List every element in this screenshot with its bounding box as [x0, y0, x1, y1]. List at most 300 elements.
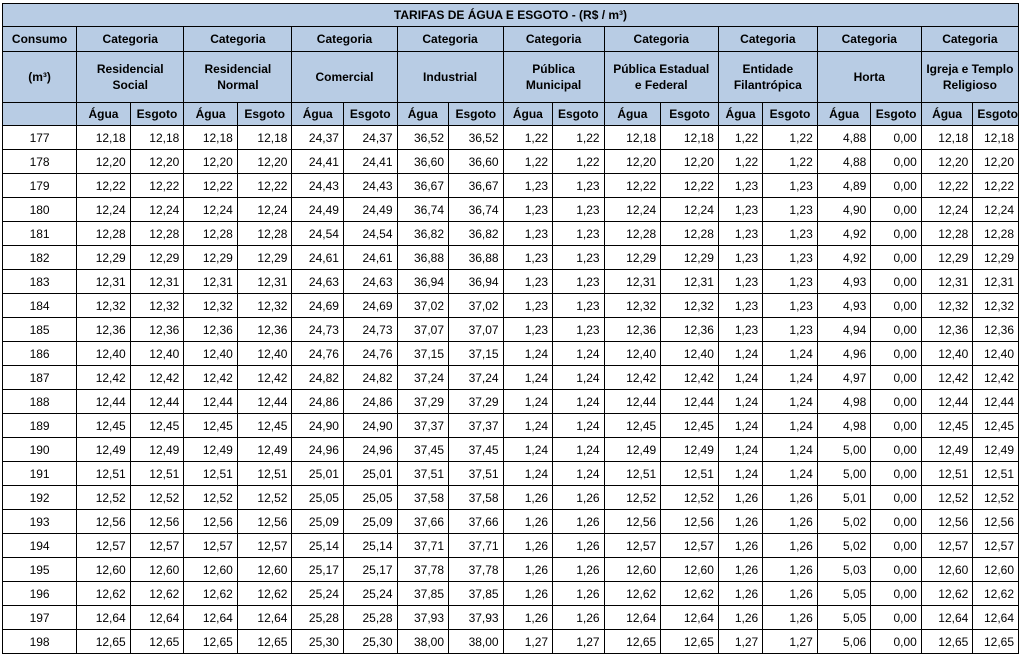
esgoto-cell: 36,60: [449, 150, 504, 174]
agua-cell: 12,56: [77, 510, 131, 534]
agua-cell: 4,98: [817, 414, 871, 438]
esgoto-cell: 12,32: [661, 294, 719, 318]
agua-cell: 12,24: [921, 198, 973, 222]
esgoto-cell: 12,29: [973, 246, 1019, 270]
agua-cell: 12,22: [184, 174, 238, 198]
agua-cell: 12,64: [921, 606, 973, 630]
agua-cell: 24,41: [292, 150, 344, 174]
esgoto-cell: 12,60: [237, 558, 292, 582]
agua-header: Água: [921, 103, 973, 126]
consumo-cell: 196: [3, 582, 77, 606]
esgoto-cell: 12,22: [130, 174, 184, 198]
esgoto-cell: 37,78: [449, 558, 504, 582]
esgoto-cell: 12,57: [661, 534, 719, 558]
agua-cell: 12,29: [604, 246, 661, 270]
consumo-cell: 181: [3, 222, 77, 246]
consumo-cell: 192: [3, 486, 77, 510]
agua-cell: 25,14: [292, 534, 344, 558]
agua-cell: 12,18: [184, 126, 238, 150]
category-label: Categoria: [921, 27, 1018, 52]
agua-cell: 1,27: [718, 630, 762, 654]
agua-cell: 1,26: [503, 582, 552, 606]
agua-cell: 12,57: [604, 534, 661, 558]
agua-cell: 12,51: [184, 462, 238, 486]
agua-cell: 4,97: [817, 366, 871, 390]
esgoto-cell: 1,26: [763, 558, 818, 582]
table-row: [3, 582, 1019, 606]
agua-cell: 36,60: [397, 150, 449, 174]
agua-cell: 12,42: [184, 366, 238, 390]
agua-cell: 12,18: [77, 126, 131, 150]
esgoto-cell: 12,28: [130, 222, 184, 246]
esgoto-cell: 12,65: [130, 630, 184, 654]
esgoto-cell: 1,26: [763, 486, 818, 510]
esgoto-cell: 12,40: [661, 342, 719, 366]
table-row: [3, 318, 1019, 342]
agua-cell: 24,43: [292, 174, 344, 198]
esgoto-cell: 24,73: [343, 318, 397, 342]
agua-cell: 1,24: [503, 366, 552, 390]
esgoto-cell: 0,00: [871, 318, 921, 342]
esgoto-cell: 12,57: [973, 534, 1019, 558]
esgoto-cell: 0,00: [871, 126, 921, 150]
table-row: [3, 534, 1019, 558]
esgoto-cell: 1,26: [763, 534, 818, 558]
esgoto-cell: 37,93: [449, 606, 504, 630]
esgoto-cell: 12,29: [661, 246, 719, 270]
agua-cell: 12,40: [77, 342, 131, 366]
agua-cell: 1,24: [503, 462, 552, 486]
esgoto-cell: 1,23: [553, 270, 605, 294]
consumo-cell: 186: [3, 342, 77, 366]
agua-cell: 4,93: [817, 294, 871, 318]
agua-cell: 25,01: [292, 462, 344, 486]
agua-cell: 4,88: [817, 126, 871, 150]
esgoto-cell: 0,00: [871, 438, 921, 462]
esgoto-cell: 12,56: [237, 510, 292, 534]
consumo-cell: 189: [3, 414, 77, 438]
agua-cell: 37,85: [397, 582, 449, 606]
esgoto-cell: 1,26: [553, 582, 605, 606]
esgoto-cell: 12,64: [973, 606, 1019, 630]
category-label: Categoria: [184, 27, 292, 52]
agua-cell: 12,28: [604, 222, 661, 246]
table-row: [3, 606, 1019, 630]
consumo-cell: 191: [3, 462, 77, 486]
esgoto-header: Esgoto: [237, 103, 292, 126]
esgoto-cell: 1,22: [763, 126, 818, 150]
agua-cell: 5,02: [817, 534, 871, 558]
esgoto-cell: 12,56: [973, 510, 1019, 534]
agua-cell: 4,92: [817, 246, 871, 270]
esgoto-cell: 36,88: [449, 246, 504, 270]
agua-cell: 12,31: [921, 270, 973, 294]
esgoto-cell: 1,24: [553, 366, 605, 390]
agua-cell: 25,17: [292, 558, 344, 582]
esgoto-cell: 36,82: [449, 222, 504, 246]
table-row: [3, 150, 1019, 174]
esgoto-cell: 0,00: [871, 294, 921, 318]
esgoto-cell: 24,90: [343, 414, 397, 438]
agua-cell: 12,45: [604, 414, 661, 438]
esgoto-cell: 12,22: [973, 174, 1019, 198]
agua-cell: 12,52: [921, 486, 973, 510]
esgoto-cell: 12,20: [973, 150, 1019, 174]
category-name: Industrial: [397, 52, 503, 103]
esgoto-cell: 24,61: [343, 246, 397, 270]
agua-cell: 1,24: [503, 438, 552, 462]
esgoto-cell: 12,44: [237, 390, 292, 414]
agua-cell: 1,24: [718, 438, 762, 462]
consumo-cell: 197: [3, 606, 77, 630]
agua-header: Água: [817, 103, 871, 126]
esgoto-cell: 1,24: [553, 342, 605, 366]
esgoto-cell: 12,51: [973, 462, 1019, 486]
esgoto-cell: 37,71: [449, 534, 504, 558]
agua-cell: 1,26: [718, 558, 762, 582]
agua-cell: 24,54: [292, 222, 344, 246]
esgoto-cell: 12,62: [973, 582, 1019, 606]
esgoto-cell: 25,30: [343, 630, 397, 654]
table-row: [3, 174, 1019, 198]
esgoto-cell: 1,27: [553, 630, 605, 654]
esgoto-cell: 37,45: [449, 438, 504, 462]
agua-cell: 12,24: [184, 198, 238, 222]
agua-cell: 12,65: [921, 630, 973, 654]
agua-cell: 1,23: [718, 294, 762, 318]
esgoto-header: Esgoto: [871, 103, 921, 126]
esgoto-cell: 37,85: [449, 582, 504, 606]
agua-cell: 1,26: [503, 486, 552, 510]
consumo-cell: 183: [3, 270, 77, 294]
agua-cell: 24,69: [292, 294, 344, 318]
agua-cell: 1,24: [503, 414, 552, 438]
agua-cell: 12,51: [921, 462, 973, 486]
agua-cell: 25,28: [292, 606, 344, 630]
consumo-cell: 179: [3, 174, 77, 198]
agua-cell: 1,24: [503, 390, 552, 414]
agua-cell: 1,27: [503, 630, 552, 654]
agua-cell: 25,24: [292, 582, 344, 606]
esgoto-cell: 1,23: [763, 318, 818, 342]
esgoto-cell: 1,26: [553, 534, 605, 558]
agua-cell: 1,24: [503, 342, 552, 366]
agua-cell: 12,18: [604, 126, 661, 150]
agua-cell: 12,28: [77, 222, 131, 246]
agua-cell: 1,23: [718, 174, 762, 198]
category-name: Pública Estadual e Federal: [604, 52, 718, 103]
agua-cell: 12,51: [604, 462, 661, 486]
esgoto-header: Esgoto: [343, 103, 397, 126]
table-row: [3, 270, 1019, 294]
esgoto-cell: 0,00: [871, 510, 921, 534]
agua-cell: 12,64: [184, 606, 238, 630]
table-row: [3, 222, 1019, 246]
esgoto-cell: 24,41: [343, 150, 397, 174]
agua-cell: 37,24: [397, 366, 449, 390]
agua-header: Água: [184, 103, 238, 126]
agua-cell: 12,60: [184, 558, 238, 582]
esgoto-cell: 12,20: [237, 150, 292, 174]
esgoto-cell: 25,09: [343, 510, 397, 534]
agua-cell: 12,60: [77, 558, 131, 582]
agua-cell: 12,20: [77, 150, 131, 174]
agua-cell: 12,28: [184, 222, 238, 246]
esgoto-cell: 37,66: [449, 510, 504, 534]
esgoto-cell: 1,24: [763, 366, 818, 390]
agua-cell: 12,29: [921, 246, 973, 270]
agua-cell: 1,26: [718, 606, 762, 630]
agua-cell: 24,76: [292, 342, 344, 366]
agua-cell: 37,45: [397, 438, 449, 462]
category-name: Pública Municipal: [503, 52, 604, 103]
esgoto-cell: 1,23: [763, 246, 818, 270]
agua-cell: 37,58: [397, 486, 449, 510]
agua-cell: 12,45: [77, 414, 131, 438]
agua-cell: 1,22: [718, 150, 762, 174]
esgoto-cell: 1,23: [553, 294, 605, 318]
consumo-cell: 188: [3, 390, 77, 414]
esgoto-cell: 12,60: [130, 558, 184, 582]
agua-cell: 12,44: [184, 390, 238, 414]
esgoto-header: Esgoto: [973, 103, 1019, 126]
agua-cell: 12,24: [77, 198, 131, 222]
esgoto-cell: 37,51: [449, 462, 504, 486]
agua-cell: 36,67: [397, 174, 449, 198]
agua-cell: 12,32: [77, 294, 131, 318]
esgoto-cell: 1,24: [763, 390, 818, 414]
esgoto-cell: 1,27: [763, 630, 818, 654]
agua-header: Água: [397, 103, 449, 126]
agua-cell: 37,93: [397, 606, 449, 630]
table-row: [3, 510, 1019, 534]
agua-cell: 12,42: [77, 366, 131, 390]
esgoto-cell: 37,15: [449, 342, 504, 366]
agua-cell: 37,02: [397, 294, 449, 318]
esgoto-cell: 0,00: [871, 462, 921, 486]
esgoto-header: Esgoto: [449, 103, 504, 126]
esgoto-cell: 1,24: [763, 462, 818, 486]
category-name: Horta: [817, 52, 921, 103]
esgoto-cell: 0,00: [871, 150, 921, 174]
category-label: Categoria: [397, 27, 503, 52]
agua-cell: 5,00: [817, 462, 871, 486]
esgoto-cell: 0,00: [871, 174, 921, 198]
agua-cell: 1,22: [503, 150, 552, 174]
esgoto-cell: 12,18: [237, 126, 292, 150]
agua-cell: 12,49: [921, 438, 973, 462]
esgoto-cell: 24,63: [343, 270, 397, 294]
esgoto-cell: 24,86: [343, 390, 397, 414]
agua-cell: 36,88: [397, 246, 449, 270]
esgoto-cell: 1,26: [553, 606, 605, 630]
agua-header: Água: [292, 103, 344, 126]
agua-cell: 12,22: [921, 174, 973, 198]
esgoto-cell: 12,45: [237, 414, 292, 438]
agua-cell: 12,56: [184, 510, 238, 534]
esgoto-cell: 12,22: [661, 174, 719, 198]
agua-cell: 12,57: [921, 534, 973, 558]
esgoto-cell: 25,17: [343, 558, 397, 582]
esgoto-cell: 1,26: [553, 510, 605, 534]
agua-cell: 1,23: [718, 270, 762, 294]
consumo-cell: 180: [3, 198, 77, 222]
agua-cell: 12,22: [604, 174, 661, 198]
agua-cell: 12,18: [921, 126, 973, 150]
esgoto-header: Esgoto: [661, 103, 719, 126]
table-row: [3, 294, 1019, 318]
esgoto-cell: 12,65: [661, 630, 719, 654]
agua-cell: 1,24: [718, 414, 762, 438]
esgoto-header: Esgoto: [130, 103, 184, 126]
esgoto-cell: 12,42: [661, 366, 719, 390]
esgoto-cell: 0,00: [871, 558, 921, 582]
agua-cell: 25,05: [292, 486, 344, 510]
esgoto-cell: 0,00: [871, 198, 921, 222]
esgoto-cell: 0,00: [871, 606, 921, 630]
esgoto-cell: 1,23: [553, 222, 605, 246]
agua-cell: 12,60: [604, 558, 661, 582]
agua-cell: 12,20: [184, 150, 238, 174]
esgoto-cell: 1,22: [553, 150, 605, 174]
agua-cell: 12,36: [604, 318, 661, 342]
esgoto-cell: 12,44: [661, 390, 719, 414]
agua-cell: 5,02: [817, 510, 871, 534]
agua-cell: 1,23: [718, 318, 762, 342]
esgoto-cell: 12,20: [661, 150, 719, 174]
esgoto-cell: 12,31: [661, 270, 719, 294]
category-label: Categoria: [718, 27, 817, 52]
agua-cell: 1,23: [503, 294, 552, 318]
esgoto-cell: 12,24: [973, 198, 1019, 222]
table-row: [3, 198, 1019, 222]
esgoto-cell: 25,01: [343, 462, 397, 486]
esgoto-cell: 12,42: [130, 366, 184, 390]
esgoto-cell: 12,49: [130, 438, 184, 462]
agua-cell: 12,65: [184, 630, 238, 654]
agua-cell: 12,40: [921, 342, 973, 366]
esgoto-cell: 12,20: [130, 150, 184, 174]
agua-cell: 4,93: [817, 270, 871, 294]
esgoto-cell: 36,74: [449, 198, 504, 222]
agua-cell: 25,30: [292, 630, 344, 654]
agua-cell: 12,36: [77, 318, 131, 342]
agua-cell: 12,62: [604, 582, 661, 606]
agua-cell: 1,26: [718, 582, 762, 606]
agua-cell: 12,49: [77, 438, 131, 462]
agua-cell: 4,90: [817, 198, 871, 222]
category-label: Categoria: [817, 27, 921, 52]
category-label: Categoria: [604, 27, 718, 52]
esgoto-cell: 12,44: [130, 390, 184, 414]
esgoto-cell: 12,31: [130, 270, 184, 294]
category-label: Categoria: [292, 27, 397, 52]
agua-cell: 24,37: [292, 126, 344, 150]
esgoto-cell: 0,00: [871, 246, 921, 270]
category-name: Igreja e Templo Religioso: [921, 52, 1018, 103]
tariff-table: [2, 3, 1019, 654]
agua-cell: 5,05: [817, 582, 871, 606]
agua-cell: 12,44: [604, 390, 661, 414]
esgoto-cell: 0,00: [871, 390, 921, 414]
esgoto-cell: 25,24: [343, 582, 397, 606]
agua-cell: 12,32: [184, 294, 238, 318]
esgoto-cell: 12,36: [661, 318, 719, 342]
esgoto-cell: 0,00: [871, 534, 921, 558]
esgoto-cell: 12,65: [973, 630, 1019, 654]
esgoto-cell: 37,07: [449, 318, 504, 342]
agua-cell: 36,52: [397, 126, 449, 150]
category-label: Categoria: [503, 27, 604, 52]
agua-cell: 24,90: [292, 414, 344, 438]
esgoto-cell: 0,00: [871, 582, 921, 606]
agua-cell: 4,92: [817, 222, 871, 246]
esgoto-cell: 24,43: [343, 174, 397, 198]
esgoto-cell: 0,00: [871, 486, 921, 510]
esgoto-cell: 1,23: [763, 294, 818, 318]
agua-header: Água: [718, 103, 762, 126]
agua-cell: 4,94: [817, 318, 871, 342]
agua-cell: 1,24: [718, 366, 762, 390]
consumo-header: Consumo: [3, 27, 77, 52]
agua-cell: 24,86: [292, 390, 344, 414]
table-body: [3, 126, 1019, 654]
table-row: [3, 342, 1019, 366]
agua-cell: 1,23: [503, 246, 552, 270]
agua-cell: 12,57: [184, 534, 238, 558]
agua-cell: 12,20: [921, 150, 973, 174]
esgoto-cell: 12,62: [237, 582, 292, 606]
agua-cell: 4,89: [817, 174, 871, 198]
agua-cell: 5,06: [817, 630, 871, 654]
esgoto-cell: 1,23: [763, 222, 818, 246]
esgoto-cell: 12,45: [973, 414, 1019, 438]
agua-cell: 12,64: [604, 606, 661, 630]
esgoto-cell: 12,51: [130, 462, 184, 486]
esgoto-cell: 1,24: [763, 438, 818, 462]
agua-cell: 12,31: [604, 270, 661, 294]
esgoto-cell: 12,52: [973, 486, 1019, 510]
esgoto-cell: 1,23: [763, 198, 818, 222]
esgoto-cell: 12,28: [661, 222, 719, 246]
agua-cell: 12,56: [921, 510, 973, 534]
esgoto-cell: 1,24: [763, 342, 818, 366]
esgoto-cell: 1,24: [553, 462, 605, 486]
agua-cell: 12,31: [184, 270, 238, 294]
agua-cell: 5,00: [817, 438, 871, 462]
agua-cell: 24,63: [292, 270, 344, 294]
esgoto-cell: 25,14: [343, 534, 397, 558]
esgoto-cell: 12,65: [237, 630, 292, 654]
agua-cell: 12,62: [184, 582, 238, 606]
agua-cell: 12,62: [77, 582, 131, 606]
agua-header: Água: [604, 103, 661, 126]
unit-spacer: [3, 103, 77, 126]
agua-cell: 1,26: [503, 606, 552, 630]
esgoto-cell: 12,36: [973, 318, 1019, 342]
agua-cell: 12,36: [921, 318, 973, 342]
agua-cell: 24,82: [292, 366, 344, 390]
esgoto-cell: 24,49: [343, 198, 397, 222]
esgoto-cell: 12,36: [237, 318, 292, 342]
agua-cell: 38,00: [397, 630, 449, 654]
agua-cell: 12,29: [77, 246, 131, 270]
agua-cell: 24,96: [292, 438, 344, 462]
agua-cell: 1,26: [718, 534, 762, 558]
category-name: Comercial: [292, 52, 397, 103]
esgoto-cell: 12,31: [237, 270, 292, 294]
esgoto-cell: 12,31: [973, 270, 1019, 294]
